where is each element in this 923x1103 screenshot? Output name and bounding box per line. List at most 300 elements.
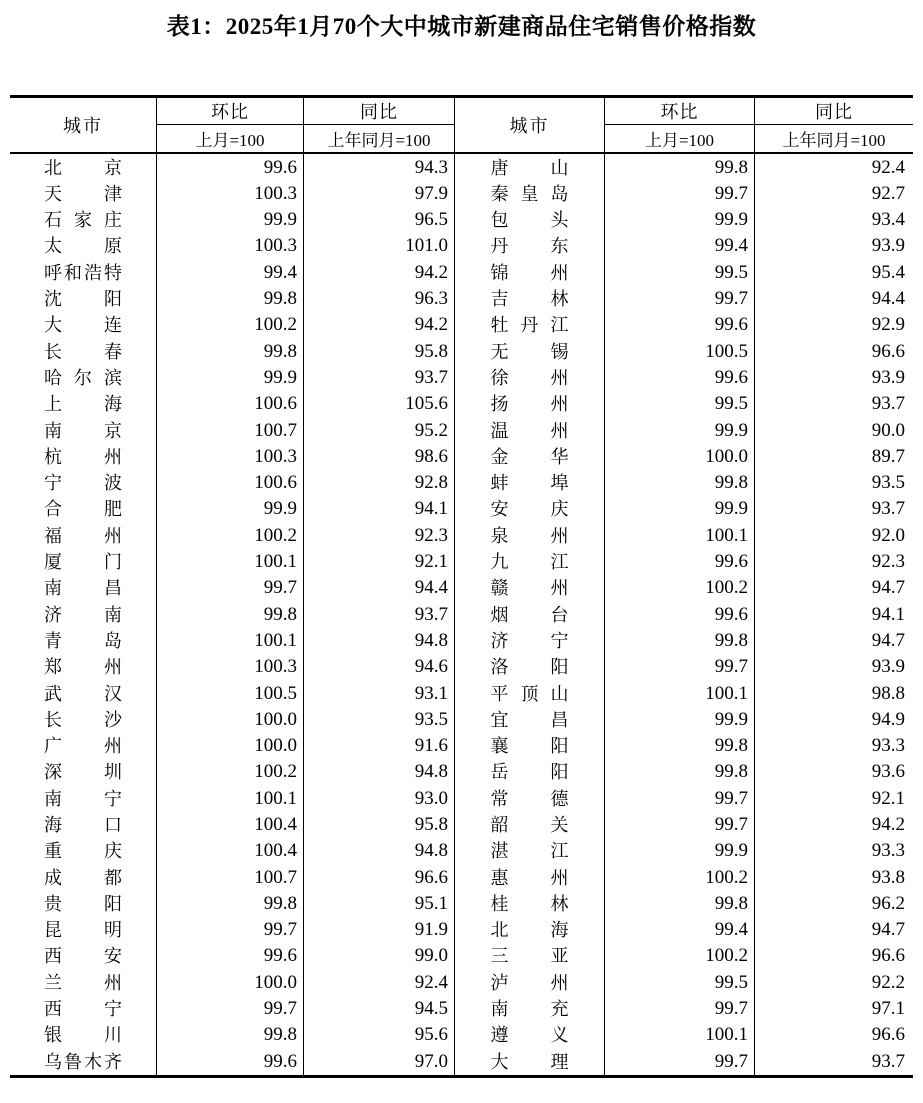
city-name: 重 庆 — [44, 841, 122, 862]
city-name: 兰 州 — [44, 972, 122, 993]
yoy-value: 93.6 — [871, 761, 905, 783]
city-cell — [10, 444, 157, 470]
city-cell — [455, 523, 605, 549]
yoy-value: 98.8 — [871, 682, 905, 704]
table-row — [10, 680, 913, 706]
city-name: 韶 关 — [490, 815, 569, 835]
yoy-value: 94.4 — [304, 575, 455, 601]
city-cell — [455, 154, 605, 180]
table-row — [10, 838, 913, 864]
city-name: 长 春 — [44, 341, 122, 362]
yoy-value: 93.7 — [871, 1050, 905, 1072]
city-name: 哈 尔 滨 — [44, 367, 122, 388]
mom-value: 99.9 — [605, 417, 755, 443]
city-name: 武 汉 — [44, 683, 122, 704]
header-yoy-left: 同比 — [304, 98, 454, 125]
mom-value: 99.6 — [157, 1049, 304, 1075]
city-name: 温 州 — [490, 420, 569, 441]
table-row — [10, 549, 913, 575]
mom-value: 100.2 — [157, 312, 304, 338]
table-row — [10, 365, 913, 391]
document-page — [0, 14, 923, 1103]
city-cell — [455, 549, 605, 575]
header-city-left: 城市 — [10, 98, 157, 152]
city-name: 长 沙 — [44, 709, 122, 730]
table-row — [10, 391, 913, 417]
mom-value: 99.5 — [605, 391, 755, 417]
city-name: 福 州 — [44, 525, 122, 546]
yoy-value: 94.2 — [304, 312, 455, 338]
city-name: 遵 义 — [490, 1025, 569, 1046]
city-name: 南 京 — [44, 420, 122, 441]
header-yoy-left-group — [304, 98, 455, 152]
yoy-value: 94.8 — [304, 628, 455, 654]
yoy-value: 93.7 — [871, 498, 905, 520]
mom-value: 99.7 — [605, 286, 755, 312]
yoy-value: 94.4 — [871, 288, 905, 310]
city-name: 海 口 — [44, 815, 122, 835]
city-cell — [10, 996, 157, 1022]
table-row — [10, 154, 913, 180]
city-cell — [10, 260, 157, 286]
table-row — [10, 917, 913, 943]
city-cell — [10, 365, 157, 391]
city-name: 常 德 — [490, 788, 569, 809]
mom-value: 99.7 — [605, 654, 755, 680]
yoy-value: 96.5 — [304, 207, 455, 233]
yoy-value: 94.9 — [871, 708, 905, 730]
table-row — [10, 207, 913, 233]
mom-value: 100.7 — [157, 864, 304, 890]
city-cell — [455, 417, 605, 443]
yoy-value: 93.3 — [871, 735, 905, 757]
city-cell — [455, 1022, 605, 1048]
mom-value: 100.2 — [605, 943, 755, 969]
mom-value: 100.2 — [605, 864, 755, 890]
city-name: 三 亚 — [490, 946, 569, 967]
yoy-value: 91.6 — [304, 733, 455, 759]
mom-value: 100.4 — [157, 812, 304, 838]
mom-value: 99.9 — [157, 207, 304, 233]
table-row — [10, 812, 913, 838]
city-name: 青 岛 — [44, 630, 122, 651]
mom-value: 100.1 — [157, 628, 304, 654]
city-name: 无 锡 — [490, 341, 569, 362]
city-cell — [455, 680, 605, 706]
mom-value: 99.8 — [605, 759, 755, 785]
yoy-value: 94.2 — [871, 814, 905, 835]
city-cell — [10, 680, 157, 706]
city-name: 岳 阳 — [490, 762, 569, 783]
table-row — [10, 654, 913, 680]
mom-value: 99.6 — [605, 549, 755, 575]
yoy-value: 105.6 — [304, 391, 455, 417]
city-cell — [455, 864, 605, 890]
mom-value: 99.8 — [605, 628, 755, 654]
table-row — [10, 286, 913, 312]
yoy-value: 95.6 — [304, 1022, 455, 1048]
city-cell — [10, 733, 157, 759]
mom-value: 99.7 — [605, 1049, 755, 1075]
city-name: 济 宁 — [490, 630, 569, 651]
city-name: 昆 明 — [44, 920, 122, 941]
table-row — [10, 233, 913, 259]
city-name: 蚌 埠 — [490, 473, 569, 494]
city-cell — [455, 996, 605, 1022]
yoy-value: 93.7 — [871, 393, 905, 415]
table-row — [10, 601, 913, 627]
yoy-value: 92.4 — [304, 970, 455, 996]
city-cell — [455, 207, 605, 233]
yoy-value: 92.0 — [871, 524, 905, 546]
city-cell — [455, 759, 605, 785]
city-name: 金 华 — [490, 446, 569, 467]
mom-value: 99.4 — [157, 260, 304, 286]
table-row — [10, 444, 913, 470]
yoy-value: 94.6 — [304, 654, 455, 680]
city-name: 上 海 — [44, 394, 122, 415]
yoy-value: 93.3 — [871, 840, 905, 862]
header-yoy-right-group — [755, 98, 913, 152]
yoy-value: 94.1 — [304, 496, 455, 522]
city-name: 宜 昌 — [490, 709, 569, 730]
city-name: 贵 阳 — [44, 893, 122, 914]
table-row — [10, 786, 913, 812]
mom-value: 100.3 — [157, 233, 304, 259]
mom-value: 99.7 — [605, 812, 755, 838]
city-name: 丹 东 — [490, 236, 569, 257]
city-name: 扬 州 — [490, 394, 569, 415]
city-name: 九 江 — [490, 552, 569, 573]
yoy-value: 93.5 — [304, 707, 455, 733]
mom-value: 100.5 — [605, 339, 755, 365]
city-cell — [455, 339, 605, 365]
yoy-value: 92.8 — [304, 470, 455, 496]
mom-value: 99.9 — [157, 365, 304, 391]
mom-value: 100.4 — [157, 838, 304, 864]
city-cell — [455, 312, 605, 338]
city-cell — [455, 444, 605, 470]
header-mom-base-right: 上月=100 — [644, 131, 715, 151]
yoy-value: 91.9 — [304, 917, 455, 943]
city-name: 石 家 庄 — [44, 210, 122, 231]
yoy-value: 93.1 — [304, 680, 455, 706]
yoy-value: 92.7 — [871, 182, 905, 204]
city-name: 桂 林 — [490, 893, 569, 914]
city-name: 南 昌 — [44, 578, 122, 599]
mom-value: 100.3 — [157, 654, 304, 680]
mom-value: 99.6 — [605, 601, 755, 627]
city-name: 合 肥 — [44, 499, 122, 520]
city-name: 厦 门 — [44, 552, 122, 573]
table-row — [10, 523, 913, 549]
city-name: 烟 台 — [490, 604, 569, 625]
city-name: 洛 阳 — [490, 657, 569, 678]
city-cell — [10, 154, 157, 180]
city-name: 南 充 — [490, 999, 569, 1020]
city-cell — [10, 575, 157, 601]
city-cell — [10, 339, 157, 365]
city-name: 乌 鲁 木 齐 — [44, 1051, 122, 1072]
table-header — [10, 98, 913, 154]
mom-value: 99.4 — [605, 233, 755, 259]
yoy-value: 95.8 — [304, 812, 455, 838]
city-name: 安 庆 — [490, 499, 569, 520]
yoy-value: 92.1 — [304, 549, 455, 575]
yoy-value: 97.0 — [304, 1049, 455, 1075]
table-row — [10, 1022, 913, 1048]
mom-value: 100.1 — [157, 786, 304, 812]
city-cell — [10, 496, 157, 522]
city-name: 呼 和 浩 特 — [44, 262, 122, 283]
city-cell — [10, 417, 157, 443]
mom-value: 99.5 — [605, 260, 755, 286]
city-cell — [455, 286, 605, 312]
yoy-value: 96.6 — [304, 864, 455, 890]
table-row — [10, 628, 913, 654]
city-name: 宁 波 — [44, 473, 122, 494]
table-row — [10, 339, 913, 365]
yoy-value: 96.2 — [871, 892, 905, 914]
yoy-value: 93.9 — [871, 235, 905, 257]
city-name: 银 川 — [44, 1025, 122, 1046]
mom-value: 99.8 — [157, 286, 304, 312]
city-cell — [10, 1022, 157, 1048]
city-cell — [455, 233, 605, 259]
yoy-value: 95.8 — [304, 339, 455, 365]
mom-value: 99.9 — [605, 838, 755, 864]
table-row — [10, 1049, 913, 1075]
mom-value: 100.2 — [605, 575, 755, 601]
city-cell — [455, 917, 605, 943]
city-cell — [10, 917, 157, 943]
city-cell — [10, 470, 157, 496]
city-name: 深 圳 — [44, 762, 122, 783]
header-mom-right-group — [605, 98, 755, 152]
table-row — [10, 733, 913, 759]
city-cell — [10, 786, 157, 812]
city-cell — [10, 812, 157, 838]
city-cell — [10, 759, 157, 785]
city-cell — [455, 470, 605, 496]
city-name: 南 宁 — [44, 788, 122, 809]
mom-value: 100.1 — [157, 549, 304, 575]
mom-value: 99.4 — [605, 917, 755, 943]
yoy-value: 98.6 — [304, 444, 455, 470]
city-cell — [10, 207, 157, 233]
city-cell — [10, 391, 157, 417]
mom-value: 100.5 — [157, 680, 304, 706]
table-row — [10, 575, 913, 601]
mom-value: 99.7 — [157, 996, 304, 1022]
city-cell — [10, 970, 157, 996]
header-yoy-base-right: 上年同月=100 — [782, 131, 886, 151]
city-cell — [455, 654, 605, 680]
city-cell — [10, 549, 157, 575]
city-cell — [10, 523, 157, 549]
yoy-value: 93.9 — [871, 366, 905, 388]
yoy-value: 94.5 — [304, 996, 455, 1022]
city-name: 沈 阳 — [44, 289, 122, 310]
city-cell — [10, 654, 157, 680]
mom-value: 99.7 — [605, 996, 755, 1022]
yoy-value: 93.4 — [871, 209, 905, 231]
yoy-value: 96.3 — [304, 286, 455, 312]
header-mom-right: 环比 — [605, 98, 754, 125]
yoy-value: 94.7 — [871, 919, 905, 941]
yoy-value: 94.8 — [304, 759, 455, 785]
mom-value: 100.0 — [157, 970, 304, 996]
yoy-value: 92.1 — [871, 787, 905, 809]
table-row — [10, 181, 913, 207]
city-name: 襄 阳 — [490, 736, 569, 757]
table-row — [10, 260, 913, 286]
city-cell — [10, 601, 157, 627]
mom-value: 100.6 — [157, 391, 304, 417]
city-name: 锦 州 — [490, 262, 569, 283]
mom-value: 100.1 — [605, 680, 755, 706]
yoy-value: 93.9 — [871, 656, 905, 678]
city-name: 西 宁 — [44, 999, 122, 1020]
city-cell — [455, 391, 605, 417]
city-cell — [455, 260, 605, 286]
yoy-value: 93.7 — [304, 365, 455, 391]
city-cell — [455, 575, 605, 601]
header-mom-left-group — [157, 98, 304, 152]
yoy-value: 94.7 — [871, 629, 905, 651]
mom-value: 100.7 — [157, 417, 304, 443]
city-cell — [10, 707, 157, 733]
city-cell — [10, 943, 157, 969]
table-row — [10, 943, 913, 969]
header-mom-left: 环比 — [157, 98, 303, 125]
city-name: 吉 林 — [490, 289, 569, 310]
city-cell — [455, 786, 605, 812]
mom-value: 100.0 — [157, 707, 304, 733]
city-name: 包 头 — [490, 210, 569, 231]
mom-value: 99.8 — [157, 1022, 304, 1048]
mom-value: 99.8 — [157, 339, 304, 365]
yoy-value: 92.3 — [871, 551, 905, 573]
yoy-value: 94.1 — [871, 603, 905, 625]
city-name: 杭 州 — [44, 446, 122, 467]
mom-value: 99.6 — [157, 943, 304, 969]
mom-value: 100.6 — [157, 470, 304, 496]
mom-value: 99.5 — [605, 970, 755, 996]
table-row — [10, 864, 913, 890]
city-name: 湛 江 — [490, 841, 569, 862]
yoy-value: 94.3 — [304, 154, 455, 180]
city-cell — [455, 707, 605, 733]
mom-value: 100.2 — [157, 759, 304, 785]
yoy-value: 96.6 — [871, 340, 905, 362]
city-name: 泸 州 — [490, 972, 569, 993]
mom-value: 100.1 — [605, 523, 755, 549]
yoy-value: 95.2 — [304, 417, 455, 443]
yoy-value: 96.6 — [871, 945, 905, 967]
header-mom-base-left: 上月=100 — [195, 131, 265, 151]
mom-value: 99.8 — [157, 891, 304, 917]
city-cell — [10, 181, 157, 207]
yoy-value: 89.7 — [871, 445, 905, 467]
city-cell — [455, 181, 605, 207]
header-yoy-right: 同比 — [755, 98, 913, 125]
mom-value: 99.7 — [605, 786, 755, 812]
city-name: 秦 皇 岛 — [490, 183, 569, 204]
yoy-value: 93.8 — [871, 866, 905, 888]
mom-value: 99.9 — [157, 496, 304, 522]
city-name: 徐 州 — [490, 367, 569, 388]
header-yoy-base-left: 上年同月=100 — [327, 131, 431, 151]
city-cell — [10, 864, 157, 890]
yoy-value: 94.2 — [304, 260, 455, 286]
mom-value: 99.6 — [605, 312, 755, 338]
city-name: 唐 山 — [490, 157, 569, 178]
city-name: 北 海 — [490, 920, 569, 941]
mom-value: 99.8 — [605, 154, 755, 180]
city-cell — [455, 628, 605, 654]
mom-value: 99.7 — [157, 575, 304, 601]
yoy-value: 99.0 — [304, 943, 455, 969]
city-cell — [10, 233, 157, 259]
mom-value: 99.8 — [605, 733, 755, 759]
city-cell — [455, 733, 605, 759]
city-name: 泉 州 — [490, 525, 569, 546]
city-cell — [10, 1049, 157, 1075]
mom-value: 99.6 — [157, 154, 304, 180]
yoy-value: 95.1 — [304, 891, 455, 917]
header-city-right: 城市 — [455, 98, 605, 152]
city-name: 赣 州 — [490, 578, 569, 599]
mom-value: 100.3 — [157, 444, 304, 470]
mom-value: 99.6 — [605, 365, 755, 391]
yoy-value: 94.7 — [871, 577, 905, 599]
yoy-value: 92.9 — [871, 314, 905, 336]
city-name: 广 州 — [44, 736, 122, 757]
yoy-value: 97.1 — [871, 998, 905, 1020]
mom-value: 99.8 — [605, 470, 755, 496]
yoy-value: 93.5 — [871, 472, 905, 494]
table-row — [10, 970, 913, 996]
table-row — [10, 996, 913, 1022]
city-name: 北 京 — [44, 157, 122, 178]
yoy-value: 93.0 — [304, 786, 455, 812]
city-name: 成 都 — [44, 867, 122, 888]
city-cell — [10, 628, 157, 654]
table-row — [10, 312, 913, 338]
table-body — [10, 154, 913, 1074]
mom-value: 99.8 — [157, 601, 304, 627]
city-name: 牡 丹 江 — [490, 315, 569, 336]
mom-value: 99.9 — [605, 707, 755, 733]
city-cell — [10, 838, 157, 864]
city-cell — [455, 1049, 605, 1075]
city-cell — [455, 891, 605, 917]
city-name: 大 理 — [490, 1051, 569, 1072]
mom-value: 100.2 — [157, 523, 304, 549]
mom-value: 99.9 — [605, 207, 755, 233]
price-index-table — [10, 95, 913, 1077]
city-cell — [455, 838, 605, 864]
yoy-value: 94.8 — [304, 838, 455, 864]
city-cell — [10, 286, 157, 312]
mom-value: 100.3 — [157, 181, 304, 207]
city-cell — [455, 943, 605, 969]
page-title: 表1：2025年1月70个大中城市新建商品住宅销售价格指数 — [166, 14, 757, 39]
yoy-value: 92.3 — [304, 523, 455, 549]
yoy-value: 97.9 — [304, 181, 455, 207]
city-name: 太 原 — [44, 236, 122, 257]
